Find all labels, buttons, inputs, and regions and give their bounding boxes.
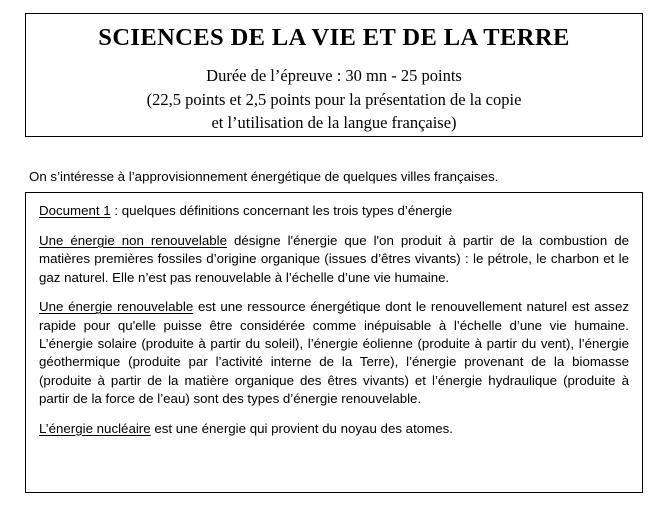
subtitle-line-duration: Durée de l’épreuve : 30 mn - 25 points xyxy=(206,66,462,86)
definition-non-renewable xyxy=(39,232,629,287)
definition-non-renewable-body: désigne l'énergie que l'on produit à partir de la combustion de matières premières fossiles d’origine organique (issues d’êtres vivants) : le pétrole, le charbon et le gaz naturel. Elle n’est pas renouvelable à l’échelle d’une vie humaine. xyxy=(39,232,629,285)
definition-nuclear-body: est une énergie qui provient du noyau des atomes. xyxy=(150,420,453,436)
document-1-label: Document 1 xyxy=(39,203,111,218)
definition-renewable xyxy=(39,298,629,408)
term-renewable: Une énergie renouvelable xyxy=(39,299,194,315)
exam-header-box xyxy=(25,13,643,137)
page-title: SCIENCES DE LA VIE ET DE LA TERRE xyxy=(98,24,570,51)
intro-paragraph: On s’intéresse à l’approvisionnement énergétique de quelques villes françaises. xyxy=(29,169,499,185)
definition-renewable-body: est une ressource énergétique dont le renouvellement naturel est assez rapide pour qu'elle puisse être considérée comme inépuisable à l’échelle d’une vie humaine. L’énergie solaire (produite à partir du soleil), l’énergie éolienne (produite à partir du vent), l’énergie géothermique (produite par l’activité interne de la Terre), l’énergie provenant de la biomasse (produite à partir de la matière organique des êtres vivants) et l’énergie hydraulique (produite à partir de la force de l’eau) sont des types d’énergie renouvelable. xyxy=(39,299,629,407)
subtitle-line-language: et l’utilisation de la langue française) xyxy=(211,113,457,133)
subtitle-line-points: (22,5 points et 2,5 points pour la présentation de la copie xyxy=(146,89,522,109)
document-1-heading-rest: : quelques définitions concernant les trois types d’énergie xyxy=(110,203,453,218)
definition-nuclear xyxy=(39,420,629,438)
term-nuclear: L’énergie nucléaire xyxy=(39,420,151,436)
term-non-renewable: Une énergie non renouvelable xyxy=(39,232,228,248)
exam-subtitle-block xyxy=(26,52,642,134)
document-1-heading xyxy=(39,202,629,220)
document-1-box xyxy=(25,192,643,493)
